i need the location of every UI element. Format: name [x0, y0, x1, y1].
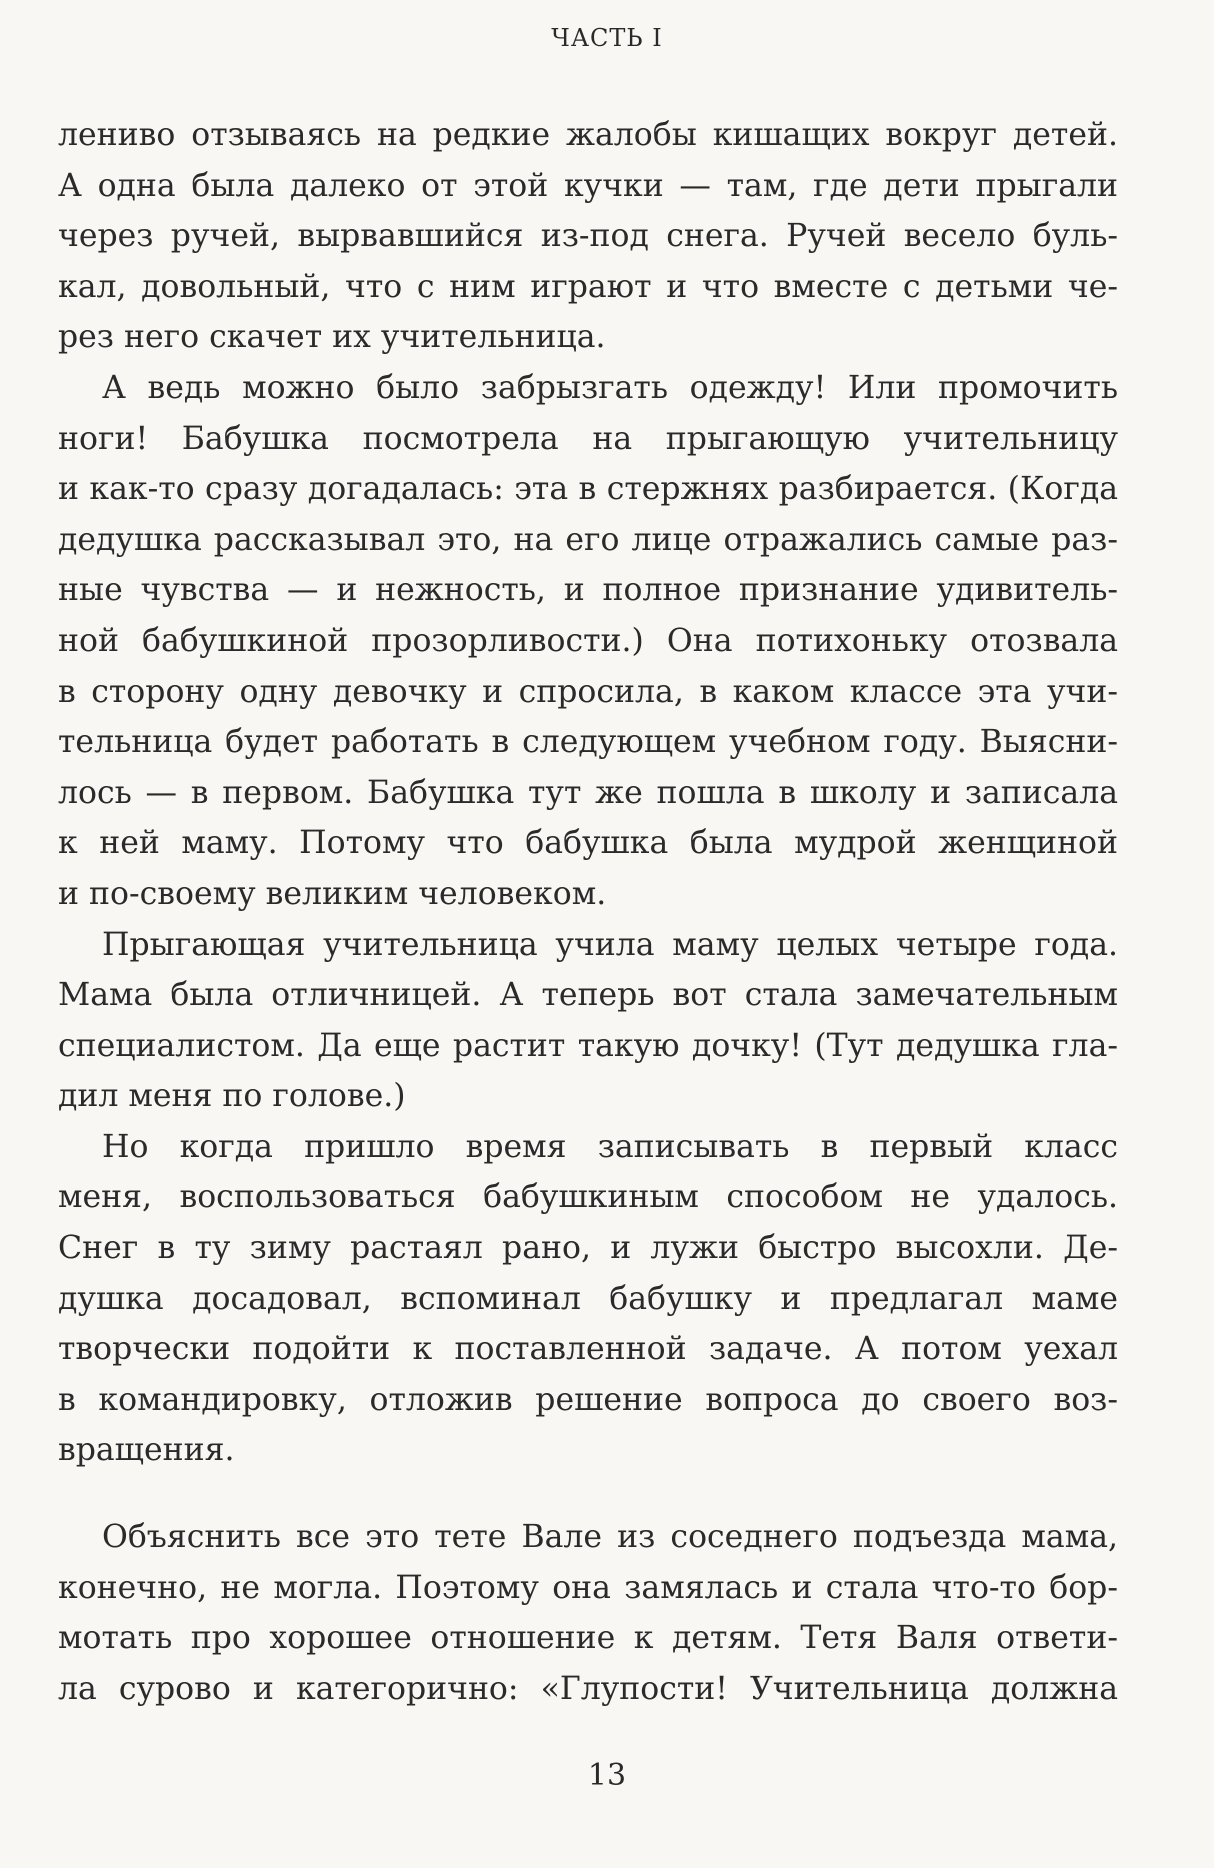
- paragraph-4: [58, 1122, 1118, 1476]
- text-line: лениво отзываясь на редкие жалобы кишащих вокруг детей.: [58, 117, 1118, 153]
- text-line: вращения.: [58, 1432, 235, 1469]
- paragraph-5: [58, 1512, 1118, 1714]
- text-line: ной бабушкиной прозорливости.) Она потихоньку отозвала: [58, 622, 1118, 659]
- text-line: конечно, не могла. Поэтому она замялась и стала что-то бор-: [58, 1569, 1118, 1606]
- text-line: кал, довольный, что с ним играют и что вместе с детьми че-: [58, 268, 1118, 305]
- text-line: А ведь можно было забрызгать одежду! Или промочить: [102, 369, 1118, 406]
- text-line: творчески подойти к поставленной задаче. А потом уехал: [58, 1331, 1118, 1368]
- text-line: ноги! Бабушка посмотрела на прыгающую учительницу: [58, 420, 1118, 457]
- text-line: мотать про хорошее отношение к детям. Тетя Валя ответи-: [58, 1620, 1118, 1657]
- text-line: меня, воспользоваться бабушкиным способом не удалось.: [58, 1179, 1118, 1216]
- body-text: [58, 110, 1118, 1714]
- paragraph-2: [58, 363, 1118, 920]
- text-line: Снег в ту зиму растаял рано, и лужи быстро высохли. Де-: [58, 1230, 1118, 1267]
- text-line: в командировку, отложив решение вопроса до своего воз-: [58, 1381, 1118, 1418]
- text-line: через ручей, вырвавшийся из-под снега. Ручей весело буль-: [58, 218, 1118, 255]
- text-line: к ней маму. Потому что бабушка была мудрой женщиной: [58, 825, 1118, 862]
- text-line: дил меня по голове.): [58, 1078, 406, 1115]
- text-line: лось — в первом. Бабушка тут же пошла в школу и записала: [58, 774, 1118, 811]
- section-break: [58, 1476, 1118, 1512]
- text-line: А одна была далеко от этой кучки — там, где дети прыгали: [58, 167, 1118, 204]
- text-line: ные чувства — и нежность, и полное признание удивитель-: [58, 572, 1118, 609]
- text-line: ла сурово и категорично: «Глупости! Учительница должна: [58, 1670, 1118, 1707]
- text-line: и как-то сразу догадалась: эта в стержнях разбирается. (Когда: [58, 471, 1118, 508]
- paragraph-1: [58, 110, 1118, 363]
- running-head: ЧАСТЬ I: [551, 24, 663, 52]
- text-line: Объяснить все это тете Вале из соседнего подъезда мама,: [102, 1519, 1118, 1556]
- text-line: Мама была отличницей. А теперь вот стала замечательным: [58, 977, 1118, 1014]
- text-line: Но когда пришло время записывать в первый класс: [102, 1128, 1118, 1165]
- text-line: в сторону одну девочку и спросила, в каком классе эта учи-: [58, 673, 1118, 710]
- paragraph-3: [58, 920, 1118, 1122]
- text-line: рез него скачет их учительница.: [58, 319, 606, 356]
- text-line: дедушка рассказывал это, на его лице отражались самые раз-: [58, 521, 1118, 558]
- text-line: душка досадовал, вспоминал бабушку и предлагал маме: [58, 1280, 1118, 1317]
- page-number: 13: [587, 1758, 627, 1793]
- text-line: специалистом. Да еще растит такую дочку! (Тут дедушка гла-: [58, 1027, 1118, 1064]
- text-line: и по-своему великим человеком.: [58, 875, 607, 912]
- text-line: Прыгающая учительница учила маму целых четыре года.: [102, 926, 1118, 963]
- text-line: тельница будет работать в следующем учебном году. Выясни-: [58, 724, 1118, 761]
